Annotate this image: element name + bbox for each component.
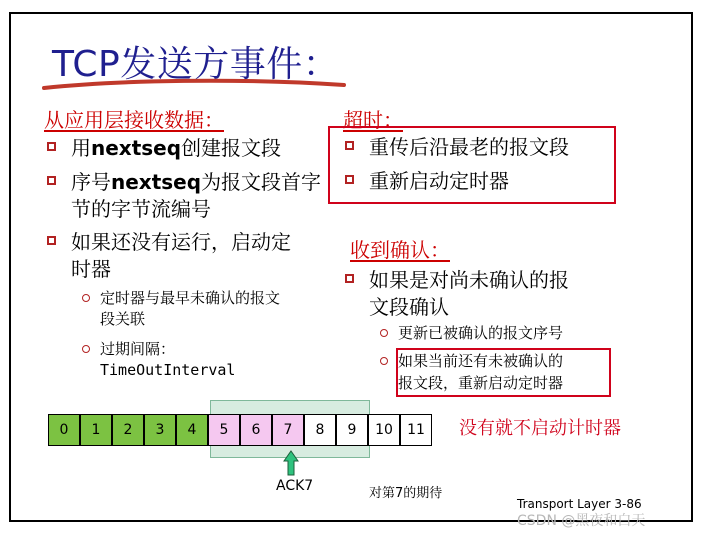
bullet-box-icon <box>345 274 354 283</box>
bullet-box-icon <box>47 176 56 185</box>
timeout-heading: 超时： <box>343 108 403 132</box>
seq-cell: 6 <box>240 414 272 446</box>
ack-label: ACK7 <box>276 478 314 494</box>
left-heading: 从应用层接收数据： <box>44 108 224 132</box>
sub-bullet-icon <box>82 345 90 353</box>
seq-cell: 5 <box>208 414 240 446</box>
sub-bullet-icon <box>380 357 388 365</box>
no-timer-note: 没有就不启动计时器 <box>459 418 621 439</box>
slide-footer: Transport Layer 3-86 <box>517 497 642 511</box>
seq-cell: 0 <box>48 414 80 446</box>
seq-cell: 11 <box>400 414 432 446</box>
bullet-box-icon <box>345 141 354 150</box>
bullet-box-icon <box>47 142 56 151</box>
bullet-box-icon <box>47 236 56 245</box>
seq-cell: 9 <box>336 414 368 446</box>
seq-cell: 8 <box>304 414 336 446</box>
seq-cell: 7 <box>272 414 304 446</box>
csdn-watermark: CSDN @黑夜和白天 <box>517 513 646 529</box>
slide-title: TCP发送方事件： <box>52 44 340 85</box>
seq-cell: 10 <box>368 414 400 446</box>
sub-bullet-icon <box>82 294 90 302</box>
title-underline <box>40 76 350 96</box>
sub-bullet-icon <box>380 329 388 337</box>
expect-note: 对第7的期待 <box>369 486 443 501</box>
ack-heading: 收到确认： <box>350 238 450 262</box>
seq-cell: 3 <box>144 414 176 446</box>
bullet-box-icon <box>345 175 354 184</box>
seq-cell: 4 <box>176 414 208 446</box>
seq-cell: 1 <box>80 414 112 446</box>
seq-cell: 2 <box>112 414 144 446</box>
ack-arrow-icon <box>283 450 299 476</box>
